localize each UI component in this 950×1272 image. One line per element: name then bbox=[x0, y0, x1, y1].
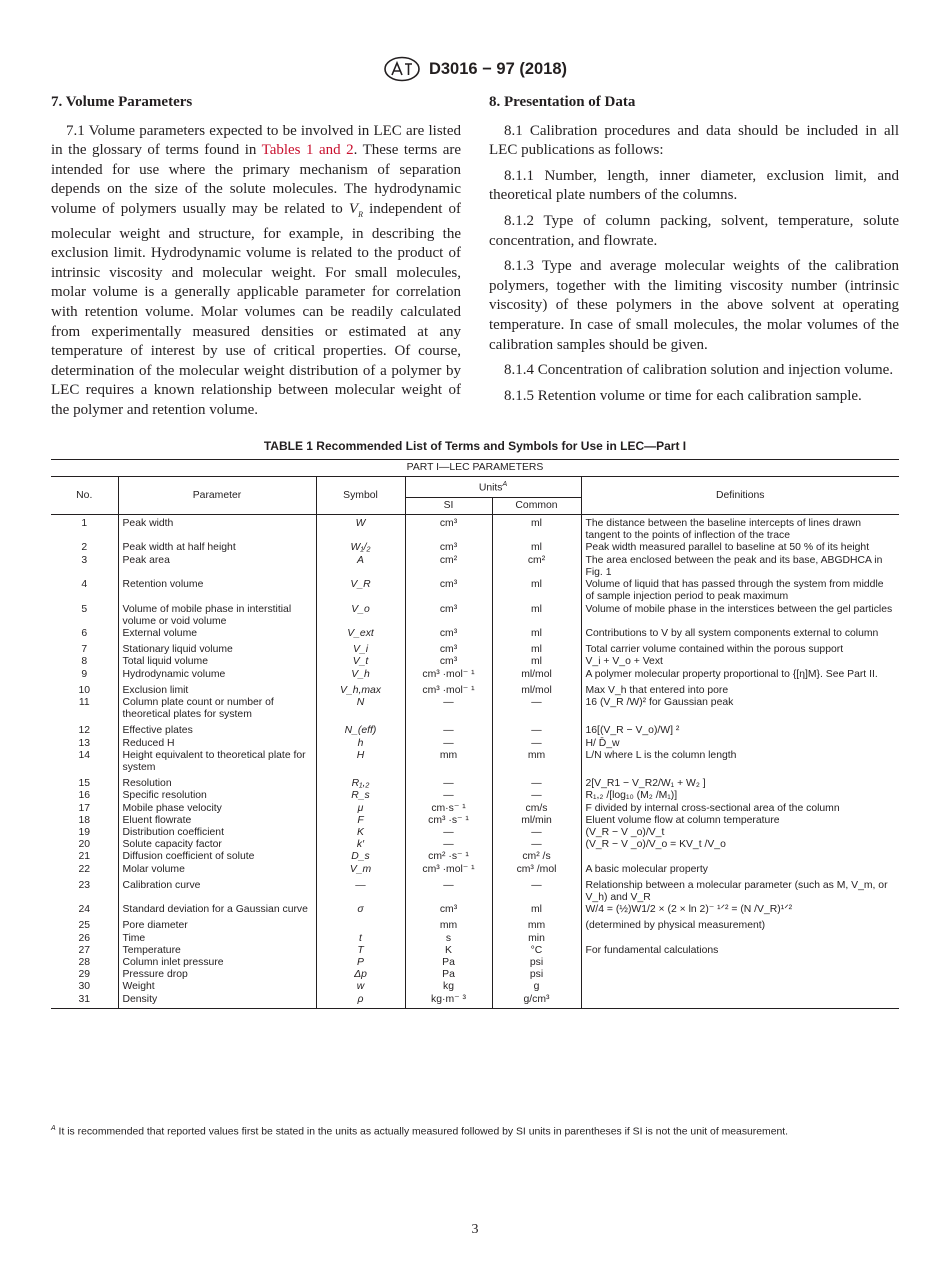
symbol-cell bbox=[316, 916, 405, 932]
symbol-cell: Δp bbox=[316, 969, 405, 981]
parameter-cell: Reduced H bbox=[118, 738, 316, 750]
definition-cell: 16 (V_R /W)² for Gaussian peak bbox=[581, 697, 899, 721]
si-unit-cell: cm³ ·mol⁻ ¹ bbox=[405, 681, 492, 697]
table-row bbox=[51, 738, 899, 750]
symbol-cell: σ bbox=[316, 904, 405, 916]
table-row bbox=[51, 579, 899, 603]
table-row bbox=[51, 933, 899, 945]
parameter-cell: Calibration curve bbox=[118, 876, 316, 904]
si-unit-cell: cm³ bbox=[405, 604, 492, 628]
definition-cell bbox=[581, 933, 899, 945]
symbol-cell: R_s bbox=[316, 790, 405, 802]
table-row bbox=[51, 957, 899, 969]
table-row bbox=[51, 790, 899, 802]
section-presentation-of-data bbox=[489, 93, 899, 412]
parameter-cell: Peak width bbox=[118, 515, 316, 543]
paragraph-8-1-5: 8.1.5 Retention volume or time for each calibration sample. bbox=[504, 387, 862, 404]
row-no-cell: 10 bbox=[78, 684, 91, 696]
common-unit-cell: ml bbox=[492, 542, 581, 554]
definition-cell: Total carrier volume contained within the porous support bbox=[581, 640, 899, 656]
si-unit-cell: — bbox=[405, 721, 492, 737]
table-row bbox=[51, 656, 899, 668]
symbol-cell: μ bbox=[316, 803, 405, 815]
paragraph-8-1-1: 8.1.1 Number, length, inner diameter, exclusion limit, and theoretical plate numbers of the columns. bbox=[489, 167, 899, 204]
row-no-cell: 14 bbox=[78, 749, 91, 761]
parameter-cell: Exclusion limit bbox=[118, 681, 316, 697]
row-no-cell: 3 bbox=[81, 554, 88, 566]
row-no-cell: 13 bbox=[78, 737, 91, 749]
table-row bbox=[51, 681, 899, 697]
symbol-cell: V_h,max bbox=[316, 681, 405, 697]
parameter-cell: Density bbox=[118, 994, 316, 1009]
common-unit-cell: — bbox=[492, 876, 581, 904]
common-unit-cell: cm³ /mol bbox=[492, 864, 581, 876]
si-unit-cell: cm³ bbox=[405, 628, 492, 640]
common-unit-cell: min bbox=[492, 933, 581, 945]
common-unit-cell: mm bbox=[492, 750, 581, 774]
definition-cell bbox=[581, 981, 899, 993]
si-unit-cell: cm·s⁻ ¹ bbox=[405, 803, 492, 815]
definition-cell: (V_R − V _o)/V_t bbox=[581, 827, 899, 839]
table-row bbox=[51, 851, 899, 863]
symbol-cell: R₁,₂ bbox=[316, 774, 405, 790]
definition-cell: V_i + V_o + Vext bbox=[581, 656, 899, 668]
si-unit-cell: mm bbox=[405, 750, 492, 774]
row-no-cell: 5 bbox=[81, 603, 88, 615]
symbol-cell: N_(eff) bbox=[316, 721, 405, 737]
table-row bbox=[51, 876, 899, 904]
row-no-cell: 12 bbox=[78, 725, 91, 737]
parameter-cell: Standard deviation for a Gaussian curve bbox=[118, 904, 316, 916]
document-id: D3016 − 97 (2018) bbox=[428, 59, 568, 78]
definition-cell: Volume of mobile phase in the interstices between the gel particles bbox=[581, 604, 899, 628]
table-row bbox=[51, 916, 899, 932]
parameter-cell: Hydrodynamic volume bbox=[118, 669, 316, 681]
si-unit-cell: — bbox=[405, 876, 492, 904]
common-unit-cell: ml bbox=[492, 640, 581, 656]
common-unit-cell: g bbox=[492, 981, 581, 993]
definition-cell: Eluent volume flow at column temperature bbox=[581, 815, 899, 827]
common-unit-cell: psi bbox=[492, 969, 581, 981]
row-no-cell: 15 bbox=[78, 778, 91, 790]
common-unit-cell: g/cm³ bbox=[492, 994, 581, 1009]
paragraph-8-1-3: 8.1.3 Type and average molecular weights of the calibration polymers, together with the limiting viscosity number (intrinsic viscosity) of these polymers in the above solvent at operating temperature. In case of small molecules, the molar volumes of the calibration samples should be given. bbox=[489, 258, 899, 353]
parameter-cell: Molar volume bbox=[118, 864, 316, 876]
symbol-cell: N bbox=[316, 697, 405, 721]
definition-cell: Volume of liquid that has passed through the system from middle of sample injection period to peak maximum bbox=[581, 579, 899, 603]
parameter-cell: Time bbox=[118, 933, 316, 945]
row-no-cell: 30 bbox=[78, 981, 91, 993]
row-no-cell: 26 bbox=[78, 932, 91, 944]
common-unit-cell: ml bbox=[492, 515, 581, 543]
symbol-cell: — bbox=[316, 876, 405, 904]
definition-cell: H/ D̄_w bbox=[581, 738, 899, 750]
table-footnote: $^A$ It is recommended that reported values first be stated in the units as actually measured followed by SI units in parentheses if SI is not the unit of measurement. bbox=[51, 1125, 789, 1138]
table-row bbox=[51, 604, 899, 628]
row-no-cell: 22 bbox=[78, 863, 91, 875]
si-unit-cell: — bbox=[405, 827, 492, 839]
si-unit-cell: — bbox=[405, 839, 492, 851]
section-title: 7. Volume Parameters bbox=[51, 94, 193, 110]
common-unit-cell: — bbox=[492, 839, 581, 851]
tables-link[interactable]: Tables 1 and 2 bbox=[261, 142, 354, 159]
table-row bbox=[51, 969, 899, 981]
common-unit-cell: psi bbox=[492, 957, 581, 969]
common-unit-cell: cm² /s bbox=[492, 851, 581, 863]
parameter-cell: Effective plates bbox=[118, 721, 316, 737]
si-unit-cell: cm³ ·mol⁻ ¹ bbox=[405, 669, 492, 681]
row-no-cell: 29 bbox=[78, 969, 91, 981]
symbol-cell: V_h bbox=[316, 669, 405, 681]
table-row bbox=[51, 827, 899, 839]
parameter-cell: Specific resolution bbox=[118, 790, 316, 802]
table-row bbox=[51, 904, 899, 916]
si-unit-cell: cm² bbox=[405, 555, 492, 579]
parameter-cell: Distribution coefficient bbox=[118, 827, 316, 839]
si-unit-cell: cm³ ·mol⁻ ¹ bbox=[405, 864, 492, 876]
parameter-cell: Retention volume bbox=[118, 579, 316, 603]
col-header-si: SI bbox=[405, 497, 492, 514]
common-unit-cell: — bbox=[492, 774, 581, 790]
table-row bbox=[51, 640, 899, 656]
row-no-cell: 19 bbox=[78, 826, 91, 838]
common-unit-cell: — bbox=[492, 827, 581, 839]
table-row bbox=[51, 945, 899, 957]
definition-cell: A basic molecular property bbox=[581, 864, 899, 876]
si-unit-cell: — bbox=[405, 697, 492, 721]
symbol-cell: V_m bbox=[316, 864, 405, 876]
si-unit-cell: kg·m⁻ ³ bbox=[405, 994, 492, 1009]
symbol-cell: W bbox=[316, 515, 405, 543]
definition-cell: W/4 = (½)W1/2 × (2 × ln 2)⁻ ¹ᐟ² = (N /V_R)¹ᐟ² bbox=[581, 904, 899, 916]
common-unit-cell: ml bbox=[492, 904, 581, 916]
row-no-cell: 31 bbox=[51, 994, 118, 1009]
si-unit-cell: — bbox=[405, 738, 492, 750]
parameter-cell: Resolution bbox=[118, 774, 316, 790]
table-part-title: PART I—LEC PARAMETERS bbox=[51, 460, 899, 477]
parameter-cell: Pore diameter bbox=[118, 916, 316, 932]
symbol-cell: V_i bbox=[316, 640, 405, 656]
symbol-cell: V_t bbox=[316, 656, 405, 668]
common-unit-cell: — bbox=[492, 721, 581, 737]
parameter-cell: Pressure drop bbox=[118, 969, 316, 981]
table-row bbox=[51, 628, 899, 640]
symbol-cell: h bbox=[316, 738, 405, 750]
row-no-cell: 18 bbox=[78, 814, 91, 826]
table-row bbox=[51, 864, 899, 876]
terms-table bbox=[51, 459, 899, 1009]
common-unit-cell: ml bbox=[492, 604, 581, 628]
table-row bbox=[51, 542, 899, 554]
si-unit-cell: cm³ bbox=[405, 904, 492, 916]
row-no-cell: 6 bbox=[81, 627, 88, 639]
symbol-cell: V_R bbox=[316, 579, 405, 603]
common-unit-cell: ml/mol bbox=[492, 669, 581, 681]
parameter-cell: Eluent flowrate bbox=[118, 815, 316, 827]
parameter-cell: Column plate count or number of theoretical plates for system bbox=[118, 697, 316, 721]
parameter-cell: Peak area bbox=[118, 555, 316, 579]
col-header-symbol: Symbol bbox=[316, 477, 405, 515]
common-unit-cell: cm² bbox=[492, 555, 581, 579]
definition-cell bbox=[581, 969, 899, 981]
si-unit-cell: — bbox=[405, 774, 492, 790]
section-volume-parameters bbox=[51, 93, 461, 427]
row-no-cell: 4 bbox=[81, 579, 88, 591]
table-row bbox=[51, 555, 899, 579]
col-header-definitions: Definitions bbox=[581, 477, 899, 515]
si-unit-cell: K bbox=[405, 945, 492, 957]
definition-cell: R₁,₂ /[log₁₀ (M₂ /M₁)] bbox=[581, 790, 899, 802]
definition-cell: 16[(V_R − V_o)/W] ² bbox=[581, 721, 899, 737]
definition-cell: Max V_h that entered into pore bbox=[581, 681, 899, 697]
common-unit-cell: — bbox=[492, 697, 581, 721]
table-row bbox=[51, 750, 899, 774]
parameter-cell: Peak width at half height bbox=[118, 542, 316, 554]
row-no-cell: 17 bbox=[78, 802, 91, 814]
parameter-cell: Total liquid volume bbox=[118, 656, 316, 668]
definition-cell bbox=[581, 994, 899, 1009]
row-no-cell: 23 bbox=[78, 879, 91, 891]
page-number: 3 bbox=[471, 1222, 479, 1237]
si-unit-cell: kg bbox=[405, 981, 492, 993]
parameter-cell: Weight bbox=[118, 981, 316, 993]
symbol-cell: w bbox=[316, 981, 405, 993]
common-unit-cell: cm/s bbox=[492, 803, 581, 815]
table-row bbox=[51, 815, 899, 827]
table-row bbox=[51, 839, 899, 851]
si-unit-cell: cm³ bbox=[405, 640, 492, 656]
parameter-cell: Mobile phase velocity bbox=[118, 803, 316, 815]
common-unit-cell: — bbox=[492, 790, 581, 802]
table-row bbox=[51, 515, 899, 543]
paragraph-7-1: 7.1 Volume parameters expected to be involved in LEC are listed in the glossary of terms found in Tables 1 and 2. These terms are intended for use where the primary mechanism of separation depends on the size of the solute molecules. The hydrodynamic volume of polymers usually may be related to $V_R$ independent of molecular weight and structure, for example, in describing the exclusion limit. Hydrodynamic volume is related to the product of intrinsic viscosity and molecular weight. For small molecules, molar volume is a generally applicable parameter for correlation with retention volume. Molar volumes can be readily calculated from experimentally measured densities or estimated at any temperature of interest by use of critical properties. Of course, determination of the molecular weight distribution of a polymer by LEC requires a known relationship between molecular weight of the polymer and retention volume. bbox=[51, 122, 462, 418]
definition-cell: Contributions to V by all system components external to column bbox=[581, 628, 899, 640]
common-unit-cell: — bbox=[492, 738, 581, 750]
col-header-parameter: Parameter bbox=[118, 477, 316, 515]
row-no-cell: 27 bbox=[78, 944, 91, 956]
row-no-cell: 7 bbox=[81, 644, 88, 656]
table-row bbox=[51, 774, 899, 790]
paragraph-8-1-2: 8.1.2 Type of column packing, solvent, temperature, solute concentration, and flowrate. bbox=[489, 212, 899, 249]
symbol-cell: A bbox=[316, 555, 405, 579]
row-no-cell: 28 bbox=[78, 956, 91, 968]
symbol-cell: W₁/₂ bbox=[316, 542, 405, 554]
si-unit-cell: cm³ bbox=[405, 515, 492, 543]
section-title: 8. Presentation of Data bbox=[489, 94, 636, 110]
definition-cell: Peak width measured parallel to baseline at 50 % of its height bbox=[581, 542, 899, 554]
page-header bbox=[0, 56, 950, 82]
definition-cell: F divided by internal cross-sectional area of the column bbox=[581, 803, 899, 815]
definition-cell bbox=[581, 851, 899, 863]
col-header-units: Units$^A$ bbox=[405, 477, 581, 498]
row-no-cell: 25 bbox=[78, 920, 91, 932]
table-body bbox=[51, 515, 899, 1009]
symbol-cell: V_ext bbox=[316, 628, 405, 640]
parameter-cell: External volume bbox=[118, 628, 316, 640]
col-header-no: No. bbox=[51, 477, 118, 515]
parameter-cell: Stationary liquid volume bbox=[118, 640, 316, 656]
symbol-cell: H bbox=[316, 750, 405, 774]
row-no-cell: 20 bbox=[78, 839, 91, 851]
symbol-cell: ρ bbox=[316, 994, 405, 1009]
definition-cell: (V_R − V _o)/V_o = KV_t /V_o bbox=[581, 839, 899, 851]
common-unit-cell: mm bbox=[492, 916, 581, 932]
common-unit-cell: ml bbox=[492, 656, 581, 668]
parameter-cell: Volume of mobile phase in interstitial volume or void volume bbox=[118, 604, 316, 628]
si-unit-cell: cm³ ·s⁻ ¹ bbox=[405, 815, 492, 827]
row-no-cell: 21 bbox=[78, 851, 91, 863]
symbol-cell: V_o bbox=[316, 604, 405, 628]
definition-cell: 2[V_R1 − V_R2/W₁ + W₂ ] bbox=[581, 774, 899, 790]
symbol-cell: K bbox=[316, 827, 405, 839]
definition-cell bbox=[581, 957, 899, 969]
table-row bbox=[51, 994, 899, 1009]
definition-cell: The area enclosed between the peak and its base, ABGDHCA in Fig. 1 bbox=[581, 555, 899, 579]
row-no-cell: 8 bbox=[81, 656, 88, 668]
definition-cell: For fundamental calculations bbox=[581, 945, 899, 957]
definition-cell: The distance between the baseline intercepts of lines drawn tangent to the points of inflection of the trace bbox=[581, 515, 899, 543]
parameter-cell: Temperature bbox=[118, 945, 316, 957]
si-unit-cell: Pa bbox=[405, 957, 492, 969]
parameter-cell: Column inlet pressure bbox=[118, 957, 316, 969]
symbol-cell: P bbox=[316, 957, 405, 969]
paragraph-8-1-4: 8.1.4 Concentration of calibration solution and injection volume. bbox=[504, 362, 894, 379]
si-unit-cell: mm bbox=[405, 916, 492, 932]
definition-cell: A polymer molecular property proportional to {[η]M}. See Part II. bbox=[581, 669, 899, 681]
table-row bbox=[51, 721, 899, 737]
parameter-cell: Solute capacity factor bbox=[118, 839, 316, 851]
col-header-common: Common bbox=[492, 497, 581, 514]
si-unit-cell: — bbox=[405, 790, 492, 802]
row-no-cell: 1 bbox=[81, 518, 88, 530]
definition-cell: Relationship between a molecular parameter (such as M, V_m, or V_h) and V_R bbox=[581, 876, 899, 904]
table-row bbox=[51, 803, 899, 815]
symbol-cell: D_s bbox=[316, 851, 405, 863]
row-no-cell: 2 bbox=[81, 542, 88, 554]
definition-cell: L/N where L is the column length bbox=[581, 750, 899, 774]
row-no-cell: 11 bbox=[78, 696, 90, 708]
common-unit-cell: ml bbox=[492, 628, 581, 640]
definition-cell: (determined by physical measurement) bbox=[581, 916, 899, 932]
si-unit-cell: cm³ bbox=[405, 542, 492, 554]
symbol-cell: t bbox=[316, 933, 405, 945]
row-no-cell: 24 bbox=[78, 904, 91, 916]
table-row bbox=[51, 981, 899, 993]
astm-logo-icon bbox=[383, 56, 421, 82]
common-unit-cell: °C bbox=[492, 945, 581, 957]
common-unit-cell: ml/min bbox=[492, 815, 581, 827]
symbol-cell: T bbox=[316, 945, 405, 957]
table-row bbox=[51, 669, 899, 681]
row-no-cell: 16 bbox=[78, 790, 91, 802]
paragraph-8-1: 8.1 Calibration procedures and data should be included in all LEC publications as follows: bbox=[489, 122, 899, 159]
si-unit-cell: cm³ bbox=[405, 656, 492, 668]
row-no-cell: 9 bbox=[81, 668, 88, 680]
table-row bbox=[51, 697, 899, 721]
si-unit-cell: cm² ·s⁻ ¹ bbox=[405, 851, 492, 863]
table-caption: TABLE 1 Recommended List of Terms and Symbols for Use in LEC—Part I bbox=[263, 439, 687, 453]
parameter-cell: Height equivalent to theoretical plate for system bbox=[118, 750, 316, 774]
si-unit-cell: Pa bbox=[405, 969, 492, 981]
common-unit-cell: ml bbox=[492, 579, 581, 603]
parameter-cell: Diffusion coefficient of solute bbox=[118, 851, 316, 863]
si-unit-cell: s bbox=[405, 933, 492, 945]
symbol-cell: k′ bbox=[316, 839, 405, 851]
si-unit-cell: cm³ bbox=[405, 579, 492, 603]
symbol-cell: F bbox=[316, 815, 405, 827]
common-unit-cell: ml/mol bbox=[492, 681, 581, 697]
